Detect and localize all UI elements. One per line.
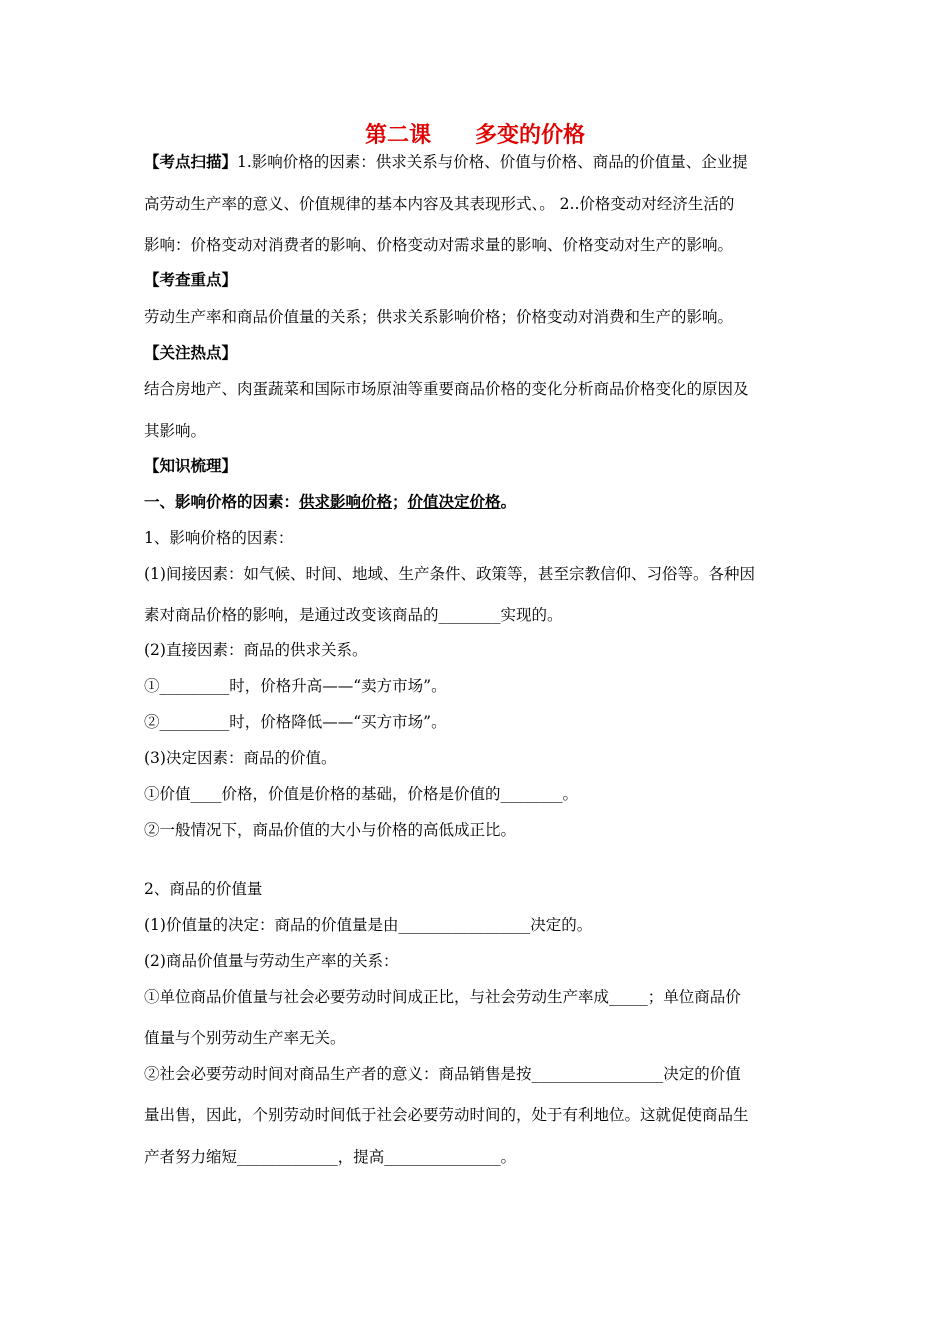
page-title: 第二课 多变的价格 xyxy=(364,123,585,148)
knowledge-heading: 【知识梳理】 xyxy=(144,456,238,475)
indirect-factors-line-2: 素对商品价格的影响，是通过改变该商品的________实现的。 xyxy=(144,606,563,624)
intro-text-1: 1.影响价格的因素：供求关系与价格、价值与价格、商品的价值量、企业提 xyxy=(237,153,748,171)
section-1-underline-2: 价值决定价格 xyxy=(407,492,501,511)
value-relation-1-line-2: 值量与个别劳动生产率无关。 xyxy=(144,1029,346,1047)
item-2: 2、商品的价值量 xyxy=(144,880,263,898)
value-relation-2-line-3: 产者努力缩短_____________，提高_______________。 xyxy=(144,1148,517,1166)
section-1-separator: ； xyxy=(392,492,408,511)
value-relation-2-line-1: ②社会必要劳动时间对商品生产者的意义：商品销售是按_________________决定的价值 xyxy=(144,1065,741,1083)
value-productivity-relation: (2)商品价值量与劳动生产率的关系： xyxy=(144,952,399,970)
intro-line-3: 影响：价格变动对消费者的影响、价格变动对需求量的影响、价格变动对生产的影响。 xyxy=(144,236,734,254)
intro-label: 【考点扫描】 xyxy=(144,152,238,171)
intro-line-1 xyxy=(144,151,814,173)
hot-line-2: 其影响。 xyxy=(144,422,207,440)
hot-heading: 【关注热点】 xyxy=(144,343,238,362)
value-relation-2-line-2: 量出售，因此，个别劳动时间低于社会必要劳动时间的，处于有利地位。这就促使商品生 xyxy=(144,1106,749,1124)
section-1-heading xyxy=(144,491,814,513)
section-1-underline-1: 供求影响价格 xyxy=(299,492,393,511)
focus-heading: 【考查重点】 xyxy=(144,270,238,289)
value-determination: (1)价值量的决定：商品的价值量是由_________________决定的。 xyxy=(144,916,593,934)
decisive-factor-1: ①价值____价格，价值是价格的基础，价格是价值的________。 xyxy=(144,785,579,803)
direct-factors-2: ②_________时，价格降低——“买方市场”。 xyxy=(144,713,447,731)
decisive-factor: (3)决定因素：商品的价值。 xyxy=(144,749,337,767)
section-1-end: 。 xyxy=(500,492,517,511)
intro-line-2: 高劳动生产率的意义、价值规律的基本内容及其表现形式、。 2..价格变动对经济生活的 xyxy=(144,195,735,213)
section-1-prefix: 一、影响价格的因素： xyxy=(144,492,300,511)
value-relation-1-line-1: ①单位商品价值量与社会必要劳动时间成正比，与社会劳动生产率成_____；单位商品价 xyxy=(144,988,741,1006)
direct-factors: (2)直接因素：商品的供求关系。 xyxy=(144,641,368,659)
indirect-factors-line-1: (1)间接因素：如气候、时间、地域、生产条件、政策等，甚至宗教信仰、习俗等。各种因 xyxy=(144,565,755,583)
direct-factors-1: ①_________时，价格升高——“卖方市场”。 xyxy=(144,677,447,695)
decisive-factor-2: ②一般情况下，商品价值的大小与价格的高低成正比。 xyxy=(144,821,517,839)
focus-text: 劳动生产率和商品价值量的关系；供求关系影响价格；价格变动对消费和生产的影响。 xyxy=(144,308,734,326)
item-1: 1、影响价格的因素： xyxy=(144,529,294,547)
hot-line-1: 结合房地产、肉蛋蔬菜和国际市场原油等重要商品价格的变化分析商品价格变化的原因及 xyxy=(144,380,749,398)
